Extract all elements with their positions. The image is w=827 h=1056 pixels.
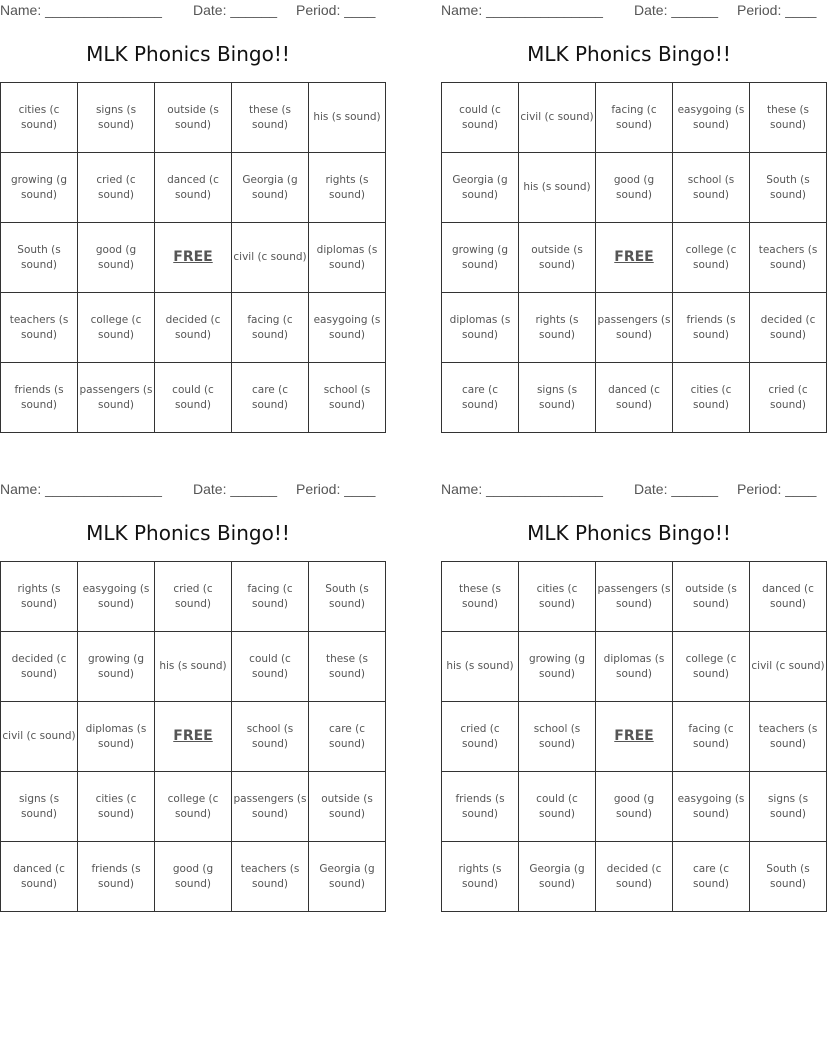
bingo-cell: his (s sound) xyxy=(442,632,519,702)
free-space: FREE xyxy=(596,223,673,293)
bingo-cell: college (c sound) xyxy=(673,223,750,293)
card-header xyxy=(0,2,376,20)
date-field: Date: ______ xyxy=(193,2,278,18)
bingo-cell: cried (c sound) xyxy=(78,153,155,223)
bingo-grid xyxy=(0,561,386,912)
free-space: FREE xyxy=(155,702,232,772)
date-field: Date: ______ xyxy=(634,2,719,18)
name-field: Name: _______________ xyxy=(441,2,603,18)
bingo-cell: easygoing (s sound) xyxy=(78,562,155,632)
period-field: Period: ____ xyxy=(737,481,817,497)
bingo-cell: civil (c sound) xyxy=(750,632,827,702)
bingo-cell: cried (c sound) xyxy=(155,562,232,632)
bingo-cell: friends (s sound) xyxy=(673,293,750,363)
card-header xyxy=(441,481,817,499)
bingo-row xyxy=(442,632,827,702)
bingo-card xyxy=(441,0,817,440)
bingo-cell: danced (c sound) xyxy=(1,842,78,912)
bingo-cell: civil (c sound) xyxy=(1,702,78,772)
bingo-cell: teachers (s sound) xyxy=(750,223,827,293)
date-field: Date: ______ xyxy=(193,481,278,497)
bingo-cell: friends (s sound) xyxy=(78,842,155,912)
bingo-cell: rights (s sound) xyxy=(442,842,519,912)
free-space: FREE xyxy=(155,223,232,293)
bingo-cell: Georgia (g sound) xyxy=(232,153,309,223)
bingo-cell: college (c sound) xyxy=(673,632,750,702)
bingo-cell: civil (c sound) xyxy=(232,223,309,293)
bingo-cell: school (s sound) xyxy=(309,363,386,433)
bingo-cell: growing (g sound) xyxy=(519,632,596,702)
bingo-row xyxy=(1,702,386,772)
bingo-row xyxy=(442,83,827,153)
bingo-cell: cities (c sound) xyxy=(1,83,78,153)
bingo-cell: school (s sound) xyxy=(673,153,750,223)
bingo-row xyxy=(442,772,827,842)
bingo-cell: diplomas (s sound) xyxy=(442,293,519,363)
bingo-row xyxy=(1,772,386,842)
bingo-cell: friends (s sound) xyxy=(442,772,519,842)
card-title: MLK Phonics Bingo!! xyxy=(527,521,731,545)
bingo-cell: decided (c sound) xyxy=(596,842,673,912)
bingo-cell: South (s sound) xyxy=(750,842,827,912)
bingo-row xyxy=(442,702,827,772)
bingo-cell: care (c sound) xyxy=(309,702,386,772)
bingo-cell: signs (s sound) xyxy=(1,772,78,842)
bingo-row xyxy=(1,153,386,223)
bingo-row xyxy=(442,842,827,912)
bingo-cell: Georgia (g sound) xyxy=(442,153,519,223)
bingo-cell: facing (c sound) xyxy=(232,562,309,632)
bingo-row xyxy=(1,83,386,153)
bingo-cell: care (c sound) xyxy=(442,363,519,433)
bingo-cell: outside (s sound) xyxy=(673,562,750,632)
bingo-cell: easygoing (s sound) xyxy=(673,772,750,842)
bingo-cell: diplomas (s sound) xyxy=(309,223,386,293)
bingo-cell: college (c sound) xyxy=(155,772,232,842)
bingo-cell: easygoing (s sound) xyxy=(309,293,386,363)
bingo-cell: school (s sound) xyxy=(519,702,596,772)
bingo-cell: could (c sound) xyxy=(442,83,519,153)
bingo-cell: decided (c sound) xyxy=(155,293,232,363)
bingo-cell: could (c sound) xyxy=(155,363,232,433)
bingo-cell: rights (s sound) xyxy=(309,153,386,223)
period-field: Period: ____ xyxy=(737,2,817,18)
bingo-cell: these (s sound) xyxy=(309,632,386,702)
bingo-cell: South (s sound) xyxy=(750,153,827,223)
bingo-cell: outside (s sound) xyxy=(309,772,386,842)
bingo-cell: diplomas (s sound) xyxy=(78,702,155,772)
bingo-row xyxy=(442,153,827,223)
bingo-cell: danced (c sound) xyxy=(596,363,673,433)
bingo-row xyxy=(442,562,827,632)
card-title: MLK Phonics Bingo!! xyxy=(86,42,290,66)
bingo-cell: civil (c sound) xyxy=(519,83,596,153)
bingo-cell: passengers (s sound) xyxy=(78,363,155,433)
bingo-cell: passengers (s sound) xyxy=(596,562,673,632)
bingo-cell: outside (s sound) xyxy=(519,223,596,293)
bingo-card xyxy=(441,479,825,919)
name-field: Name: _______________ xyxy=(441,481,603,497)
bingo-cell: school (s sound) xyxy=(232,702,309,772)
bingo-cell: outside (s sound) xyxy=(155,83,232,153)
date-field: Date: ______ xyxy=(634,481,719,497)
bingo-cell: these (s sound) xyxy=(442,562,519,632)
bingo-cell: cities (c sound) xyxy=(78,772,155,842)
bingo-cell: his (s sound) xyxy=(519,153,596,223)
bingo-cell: signs (s sound) xyxy=(78,83,155,153)
bingo-cell: these (s sound) xyxy=(750,83,827,153)
bingo-cell: cried (c sound) xyxy=(442,702,519,772)
bingo-row xyxy=(1,842,386,912)
bingo-cell: growing (g sound) xyxy=(1,153,78,223)
bingo-cell: cities (c sound) xyxy=(519,562,596,632)
name-field: Name: _______________ xyxy=(0,481,162,497)
bingo-card xyxy=(0,0,381,440)
bingo-grid xyxy=(0,82,386,433)
bingo-grid xyxy=(441,561,827,912)
bingo-cell: rights (s sound) xyxy=(1,562,78,632)
name-field: Name: _______________ xyxy=(0,2,162,18)
bingo-cell: diplomas (s sound) xyxy=(596,632,673,702)
bingo-cell: his (s sound) xyxy=(155,632,232,702)
bingo-cell: rights (s sound) xyxy=(519,293,596,363)
card-header xyxy=(441,2,817,20)
bingo-cell: Georgia (g sound) xyxy=(309,842,386,912)
bingo-cell: growing (g sound) xyxy=(442,223,519,293)
bingo-cell: decided (c sound) xyxy=(1,632,78,702)
bingo-row xyxy=(1,632,386,702)
free-space: FREE xyxy=(596,702,673,772)
bingo-cell: good (g sound) xyxy=(596,153,673,223)
bingo-row xyxy=(442,293,827,363)
bingo-cell: college (c sound) xyxy=(78,293,155,363)
bingo-cell: passengers (s sound) xyxy=(596,293,673,363)
bingo-cell: danced (c sound) xyxy=(155,153,232,223)
bingo-cell: signs (s sound) xyxy=(519,363,596,433)
bingo-cell: good (g sound) xyxy=(155,842,232,912)
bingo-cell: South (s sound) xyxy=(309,562,386,632)
bingo-cell: friends (s sound) xyxy=(1,363,78,433)
bingo-cell: growing (g sound) xyxy=(78,632,155,702)
bingo-cell: good (g sound) xyxy=(78,223,155,293)
bingo-grid xyxy=(441,82,827,433)
bingo-row xyxy=(1,293,386,363)
bingo-row xyxy=(1,363,386,433)
bingo-cell: care (c sound) xyxy=(673,842,750,912)
bingo-cell: signs (s sound) xyxy=(750,772,827,842)
bingo-cell: care (c sound) xyxy=(232,363,309,433)
bingo-cell: good (g sound) xyxy=(596,772,673,842)
bingo-cell: these (s sound) xyxy=(232,83,309,153)
bingo-cell: his (s sound) xyxy=(309,83,386,153)
bingo-cell: could (c sound) xyxy=(232,632,309,702)
period-field: Period: ____ xyxy=(296,481,376,497)
bingo-cell: teachers (s sound) xyxy=(232,842,309,912)
bingo-cell: cried (c sound) xyxy=(750,363,827,433)
bingo-cell: facing (c sound) xyxy=(673,702,750,772)
bingo-cell: teachers (s sound) xyxy=(1,293,78,363)
bingo-cell: teachers (s sound) xyxy=(750,702,827,772)
card-title: MLK Phonics Bingo!! xyxy=(86,521,290,545)
bingo-cell: decided (c sound) xyxy=(750,293,827,363)
period-field: Period: ____ xyxy=(296,2,376,18)
card-title: MLK Phonics Bingo!! xyxy=(527,42,731,66)
bingo-row xyxy=(1,562,386,632)
card-header xyxy=(0,481,376,499)
bingo-cell: Georgia (g sound) xyxy=(519,842,596,912)
bingo-cell: facing (c sound) xyxy=(596,83,673,153)
bingo-card xyxy=(0,479,376,919)
bingo-cell: easygoing (s sound) xyxy=(673,83,750,153)
bingo-cell: facing (c sound) xyxy=(232,293,309,363)
bingo-cell: danced (c sound) xyxy=(750,562,827,632)
bingo-row xyxy=(442,223,827,293)
bingo-row xyxy=(1,223,386,293)
bingo-row xyxy=(442,363,827,433)
bingo-cell: South (s sound) xyxy=(1,223,78,293)
bingo-cell: cities (c sound) xyxy=(673,363,750,433)
bingo-cell: passengers (s sound) xyxy=(232,772,309,842)
bingo-cell: could (c sound) xyxy=(519,772,596,842)
